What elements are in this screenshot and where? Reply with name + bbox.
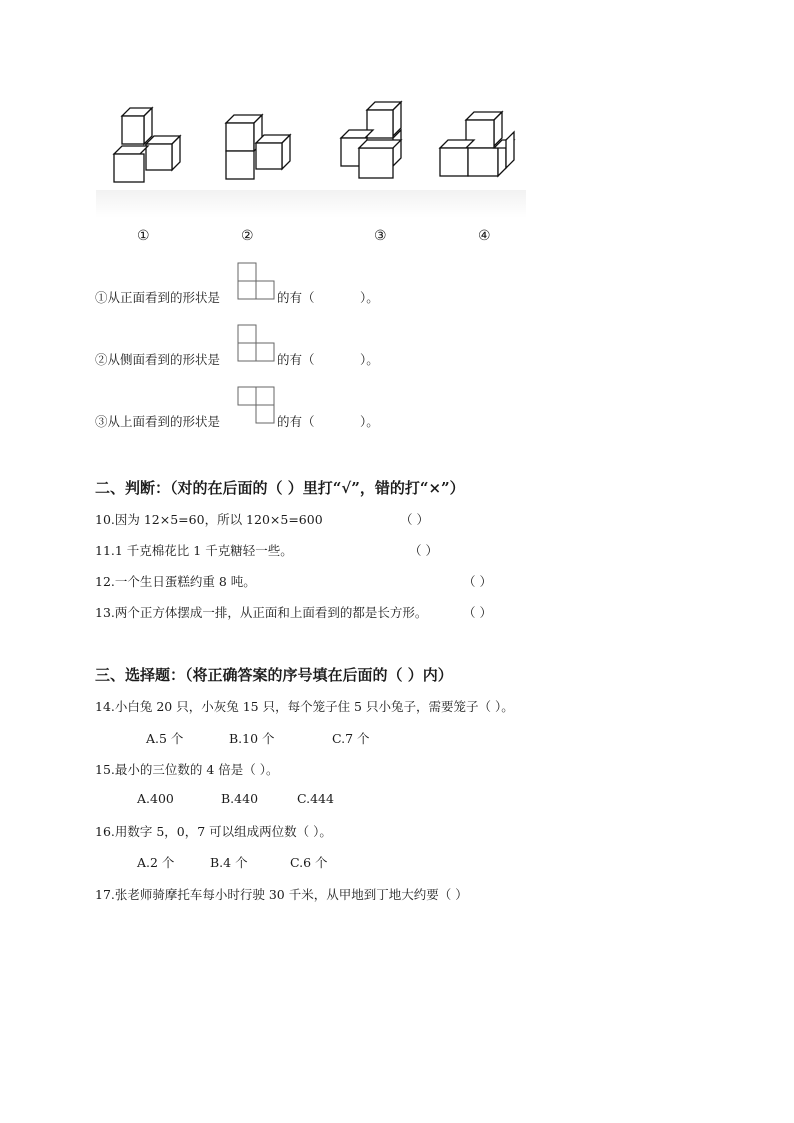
view-question-2-close: ）。: [360, 352, 379, 367]
judge-item-11: 11.1 千克棉花比 1 千克糖轻一些。: [95, 543, 293, 558]
judge-item-13: 13.两个正方体摆成一排，从正面和上面看到的都是长方形。: [95, 605, 428, 620]
judge-item-10: 10.因为 12×5=60，所以 120×5=600: [95, 512, 323, 527]
judge-paren-12[interactable]: （ ）: [463, 574, 492, 589]
scan-shadow: [96, 190, 526, 218]
figure-label-1: ①: [137, 228, 150, 244]
choice-item-15: 15.最小的三位数的 4 倍是（ ）。: [95, 762, 279, 777]
figure-label-4: ④: [478, 228, 491, 244]
choice-16-option-a[interactable]: A.2 个: [137, 855, 175, 870]
choice-item-14: 14.小白兔 20 只，小灰兔 15 只，每个笼子住 5 只小兔子，需要笼子（ ）。: [95, 699, 514, 714]
section3-title: 三、选择题：（将正确答案的序号填在后面的（ ）内）: [95, 666, 453, 684]
choice-15-option-b[interactable]: B.440: [221, 791, 259, 806]
choice-15-option-c[interactable]: C.444: [297, 791, 334, 806]
view-question-3-close: ）。: [360, 414, 379, 429]
judge-paren-10[interactable]: （ ）: [400, 512, 429, 527]
figure-label-2: ②: [241, 228, 254, 244]
judge-item-12: 12.一个生日蛋糕约重 8 吨。: [95, 574, 256, 589]
top-view-pattern: [237, 386, 277, 426]
choice-item-17: 17.张老师骑摩托车每小时行驶 30 千米，从甲地到丁地大约要（ ）: [95, 887, 468, 902]
view-question-3-suffix: 的有（: [277, 414, 315, 429]
cube-figure-1: [108, 100, 198, 190]
section2-title: 二、判断：（对的在后面的（ ）里打“√”，错的打“×”）: [95, 479, 465, 497]
cube-figure-2: [220, 105, 310, 190]
choice-16-option-b[interactable]: B.4 个: [210, 855, 248, 870]
front-view-pattern: [237, 262, 277, 302]
figure-label-3: ③: [374, 228, 387, 244]
side-view-pattern: [237, 324, 277, 364]
cube-figure-3: [335, 98, 425, 190]
choice-item-16: 16.用数字 5，0，7 可以组成两位数（ ）。: [95, 824, 332, 839]
judge-paren-11[interactable]: （ ）: [409, 543, 438, 558]
view-question-1-suffix: 的有（: [277, 290, 315, 305]
view-question-3-prefix: ③从上面看到的形状是: [95, 414, 221, 429]
choice-15-option-a[interactable]: A.400: [137, 791, 174, 806]
view-question-2-suffix: 的有（: [277, 352, 315, 367]
choice-14-option-a[interactable]: A.5 个: [146, 731, 184, 746]
choice-14-option-c[interactable]: C.7 个: [332, 731, 370, 746]
cube-figure-4: [436, 102, 531, 187]
view-question-1-close: ）。: [360, 290, 379, 305]
choice-14-option-b[interactable]: B.10 个: [229, 731, 275, 746]
view-question-2-prefix: ②从侧面看到的形状是: [95, 352, 221, 367]
judge-paren-13[interactable]: （ ）: [463, 605, 492, 620]
choice-16-option-c[interactable]: C.6 个: [290, 855, 328, 870]
view-question-1-prefix: ①从正面看到的形状是: [95, 290, 221, 305]
